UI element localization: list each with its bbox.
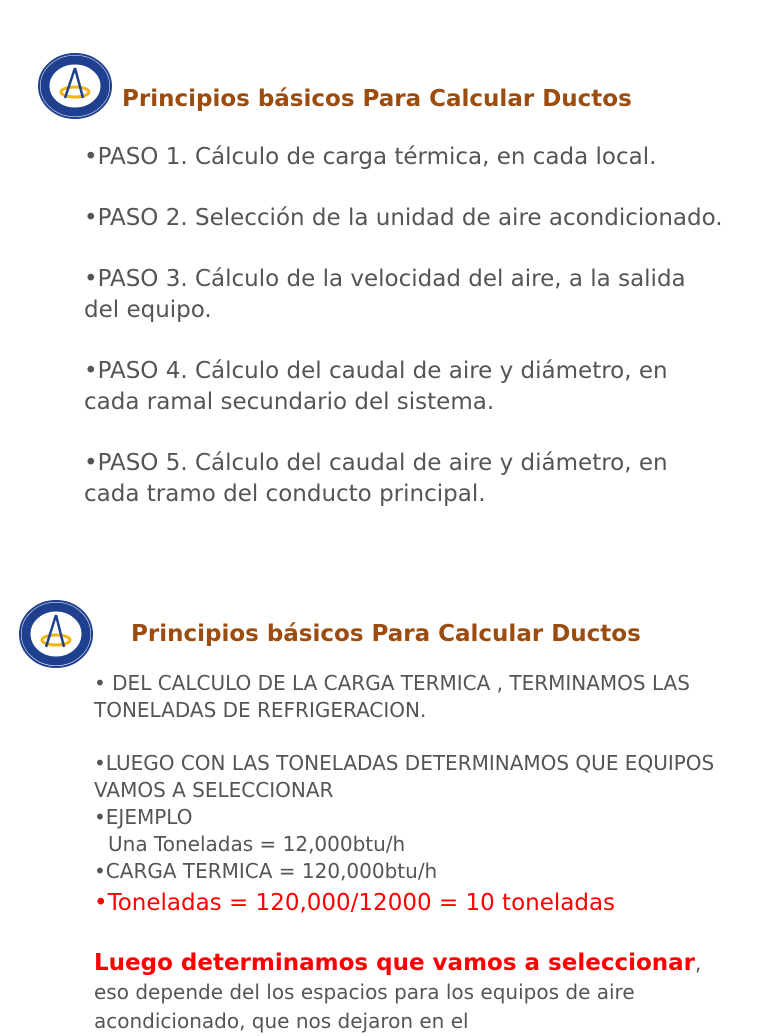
paragraph: •EJEMPLO xyxy=(94,805,193,829)
list-item: •PASO 2. Selección de la unidad de aire acondicionado. xyxy=(84,205,723,231)
slide2-body xyxy=(94,670,734,1036)
list-item: •PASO 5. Cálculo del caudal de aire y diámetro, en cada tramo del conducto principal. xyxy=(84,450,668,507)
paragraph: •CARGA TERMICA = 120,000btu/h xyxy=(94,859,438,883)
paragraph: • DEL CALCULO DE LA CARGA TERMICA , TERMINAMOS LAS TONELADAS DE REFRIGERACION. xyxy=(94,671,690,722)
conclusion-paragraph xyxy=(94,949,734,1036)
list-item: •PASO 1. Cálculo de carga térmica, en cada local. xyxy=(84,144,657,170)
conclusion-bold: Luego determinamos que vamos a seleccionar xyxy=(94,950,696,976)
highlight-paragraph: •Toneladas = 120,000/12000 = 10 toneladas xyxy=(94,890,616,916)
paragraph: Una Toneladas = 12,000btu/h xyxy=(108,832,406,856)
conclusion-rest: , eso depende del los espacios para los equipos de aire acondicionado, que nos dejaron en el xyxy=(94,951,702,1033)
list-item: •PASO 4. Cálculo del caudal de aire y diámetro, en cada ramal secundario del sistema. xyxy=(84,358,668,415)
paragraph: •LUEGO CON LAS TONELADAS DETERMINAMOS QUE EQUIPOS VAMOS A SELECCIONAR xyxy=(94,751,715,802)
list-item: •PASO 3. Cálculo de la velocidad del aire, a la salida del equipo. xyxy=(84,266,686,323)
slide1-title: Principios básicos Para Calcular Ductos xyxy=(122,86,632,112)
unah-architecture-logo xyxy=(18,599,94,669)
slide2-title: Principios básicos Para Calcular Ductos xyxy=(131,621,641,647)
steps-list xyxy=(84,142,724,540)
unah-architecture-logo xyxy=(37,52,113,120)
